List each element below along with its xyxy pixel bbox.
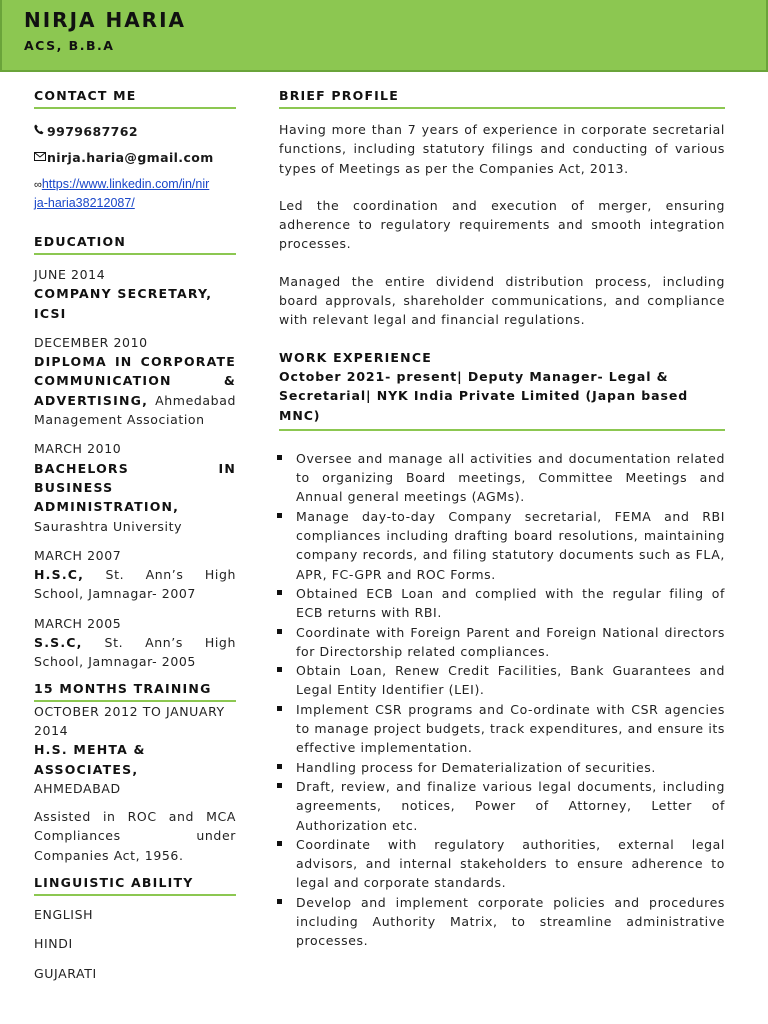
training-firm: H.S. MEHTA & ASSOCIATES, — [34, 742, 146, 777]
left-column — [34, 88, 236, 983]
education-item — [34, 546, 236, 604]
phone-number: 9979687762 — [47, 124, 138, 139]
education-entry — [34, 633, 236, 672]
duty-text: Obtained ECB Loan and complied with the regular filing of ECB returns with RBI. — [296, 585, 725, 621]
mail-icon — [34, 148, 46, 167]
language-item: HINDI — [34, 936, 73, 952]
bullet-icon — [277, 667, 282, 672]
profile-heading: BRIEF PROFILE — [279, 88, 725, 109]
profile-paragraph: Having more than 7 years of experience in corporate secretarial functions, including statutory filings and conducting of various types of Meetings as per the Companies Act, 2013. — [279, 122, 725, 176]
education-detail: St. Ann’s High School, Jamnagar- 2007 — [34, 567, 236, 602]
duty-item — [279, 777, 725, 835]
education-date: MARCH 2010 — [34, 441, 122, 457]
bullet-icon — [277, 513, 282, 518]
education-title: S.S.C, — [34, 635, 83, 651]
profile-paragraph: Managed the entire dividend distribution process, including board approvals, shareholder communications, and compliance with relevant legal and financial regulations. — [279, 273, 725, 328]
linkedin-link[interactable] — [34, 175, 236, 212]
bullet-icon — [277, 629, 282, 634]
duty-item — [279, 835, 725, 893]
education-entry — [34, 565, 236, 604]
training-description: Assisted in ROC and MCA Compliances under Companies Act, 1956. — [34, 809, 236, 863]
education-title: H.S.C, — [34, 567, 85, 583]
bullet-icon — [277, 455, 282, 460]
education-item — [34, 265, 236, 323]
education-entry — [34, 352, 236, 429]
right-column — [279, 88, 725, 951]
email-line — [34, 148, 236, 167]
phone-icon — [34, 122, 46, 141]
training-period: OCTOBER 2012 TO JANUARY 2014 — [34, 703, 225, 738]
candidate-name: NIRJA HARIA — [24, 8, 186, 32]
duty-item — [279, 893, 725, 951]
email-address[interactable]: nirja.haria@gmail.com — [47, 150, 214, 165]
duties-list — [279, 449, 725, 951]
education-detail: St. Ann’s High School, Jamnagar- 2005 — [34, 635, 236, 670]
language-item: ENGLISH — [34, 907, 94, 923]
education-date: MARCH 2005 — [34, 615, 122, 631]
duty-text: Coordinate with regulatory authorities, external legal advisors, and internal stakeholders to ensure adherence to legal and corporate standards. — [296, 836, 725, 891]
duty-text: Coordinate with Foreign Parent and Foreign National directors for Directorship related compliances. — [296, 624, 725, 659]
profile-paragraph: Led the coordination and execution of merger, ensuring adherence to regulatory requirements and smooth integration processes. — [279, 197, 725, 252]
duty-item — [279, 623, 725, 662]
education-title: DIPLOMA IN CORPORATE COMMUNICATION & ADVERTISING, — [34, 354, 236, 408]
duty-item — [279, 507, 725, 584]
education-detail: Ahmedabad Management Association — [34, 392, 236, 428]
education-title: BACHELORS IN BUSINESS ADMINISTRATION, — [34, 460, 236, 515]
resume-header — [0, 0, 768, 72]
education-heading: EDUCATION — [34, 234, 236, 255]
training-heading: 15 MONTHS TRAINING — [34, 681, 236, 702]
bullet-icon — [277, 841, 282, 846]
education-date: DECEMBER 2010 — [34, 334, 148, 350]
duty-item — [279, 700, 725, 758]
education-date: MARCH 2007 — [34, 547, 122, 563]
bullet-icon — [277, 783, 282, 788]
duty-item — [279, 758, 725, 777]
duty-text: Develop and implement corporate policies and procedures including Authority Matrix, to streamline administrative processes. — [296, 894, 725, 949]
bullet-icon — [277, 899, 282, 904]
work-role: October 2021- present| Deputy Manager- Legal & Secretarial| NYK India Private Limited (Japan based MNC) — [279, 367, 725, 431]
contact-heading: CONTACT ME — [34, 88, 236, 109]
training-city: AHMEDABAD — [34, 780, 121, 796]
bullet-icon — [277, 764, 282, 769]
duty-text: Oversee and manage all activities and documentation related to organizing Board meetings, Committee Meetings and Annual general meetings (AGMs). — [296, 450, 725, 505]
language-item: GUJARATI — [34, 965, 97, 981]
education-item — [34, 333, 236, 429]
duty-text: Implement CSR programs and Co-ordinate with CSR agencies to manage project budgets, track expenditures, and ensure its effective implementation. — [296, 701, 725, 756]
education-item — [34, 614, 236, 672]
bullet-icon — [277, 706, 282, 711]
education-item — [34, 439, 236, 535]
linkedin-url-part2[interactable]: ja-haria38212087/ — [34, 196, 135, 210]
link-icon: ∞ — [34, 179, 42, 191]
duty-text: Draft, review, and finalize various legal documents, including agreements, notices, Power of Attorney, Letter of Authorization etc. — [296, 778, 725, 833]
education-title: COMPANY SECRETARY, ICSI — [34, 286, 213, 321]
work-heading: WORK EXPERIENCE — [279, 349, 432, 365]
candidate-degree: ACS, B.B.A — [24, 38, 115, 53]
duty-text: Obtain Loan, Renew Credit Facilities, Bank Guarantees and Legal Entity Identifier (LEI). — [296, 663, 725, 698]
duty-item — [279, 661, 725, 700]
education-detail: Saurashtra University — [34, 518, 183, 534]
education-date: JUNE 2014 — [34, 267, 106, 282]
duty-text: Handling process for Dematerialization of securities. — [296, 759, 656, 775]
phone-line — [34, 122, 236, 141]
languages-heading: LINGUISTIC ABILITY — [34, 875, 236, 896]
duty-item — [279, 584, 725, 623]
duty-item — [279, 449, 725, 507]
linkedin-url-part1[interactable]: https://www.linkedin.com/in/nir — [41, 177, 210, 191]
bullet-icon — [277, 590, 282, 595]
duty-text: Manage day-to-day Company secretarial, FEMA and RBI compliances including drafting board resolutions, maintaining company records, and filing statutory documents such as FLA, APR, FC-GPR and ROC Forms. — [296, 508, 725, 582]
